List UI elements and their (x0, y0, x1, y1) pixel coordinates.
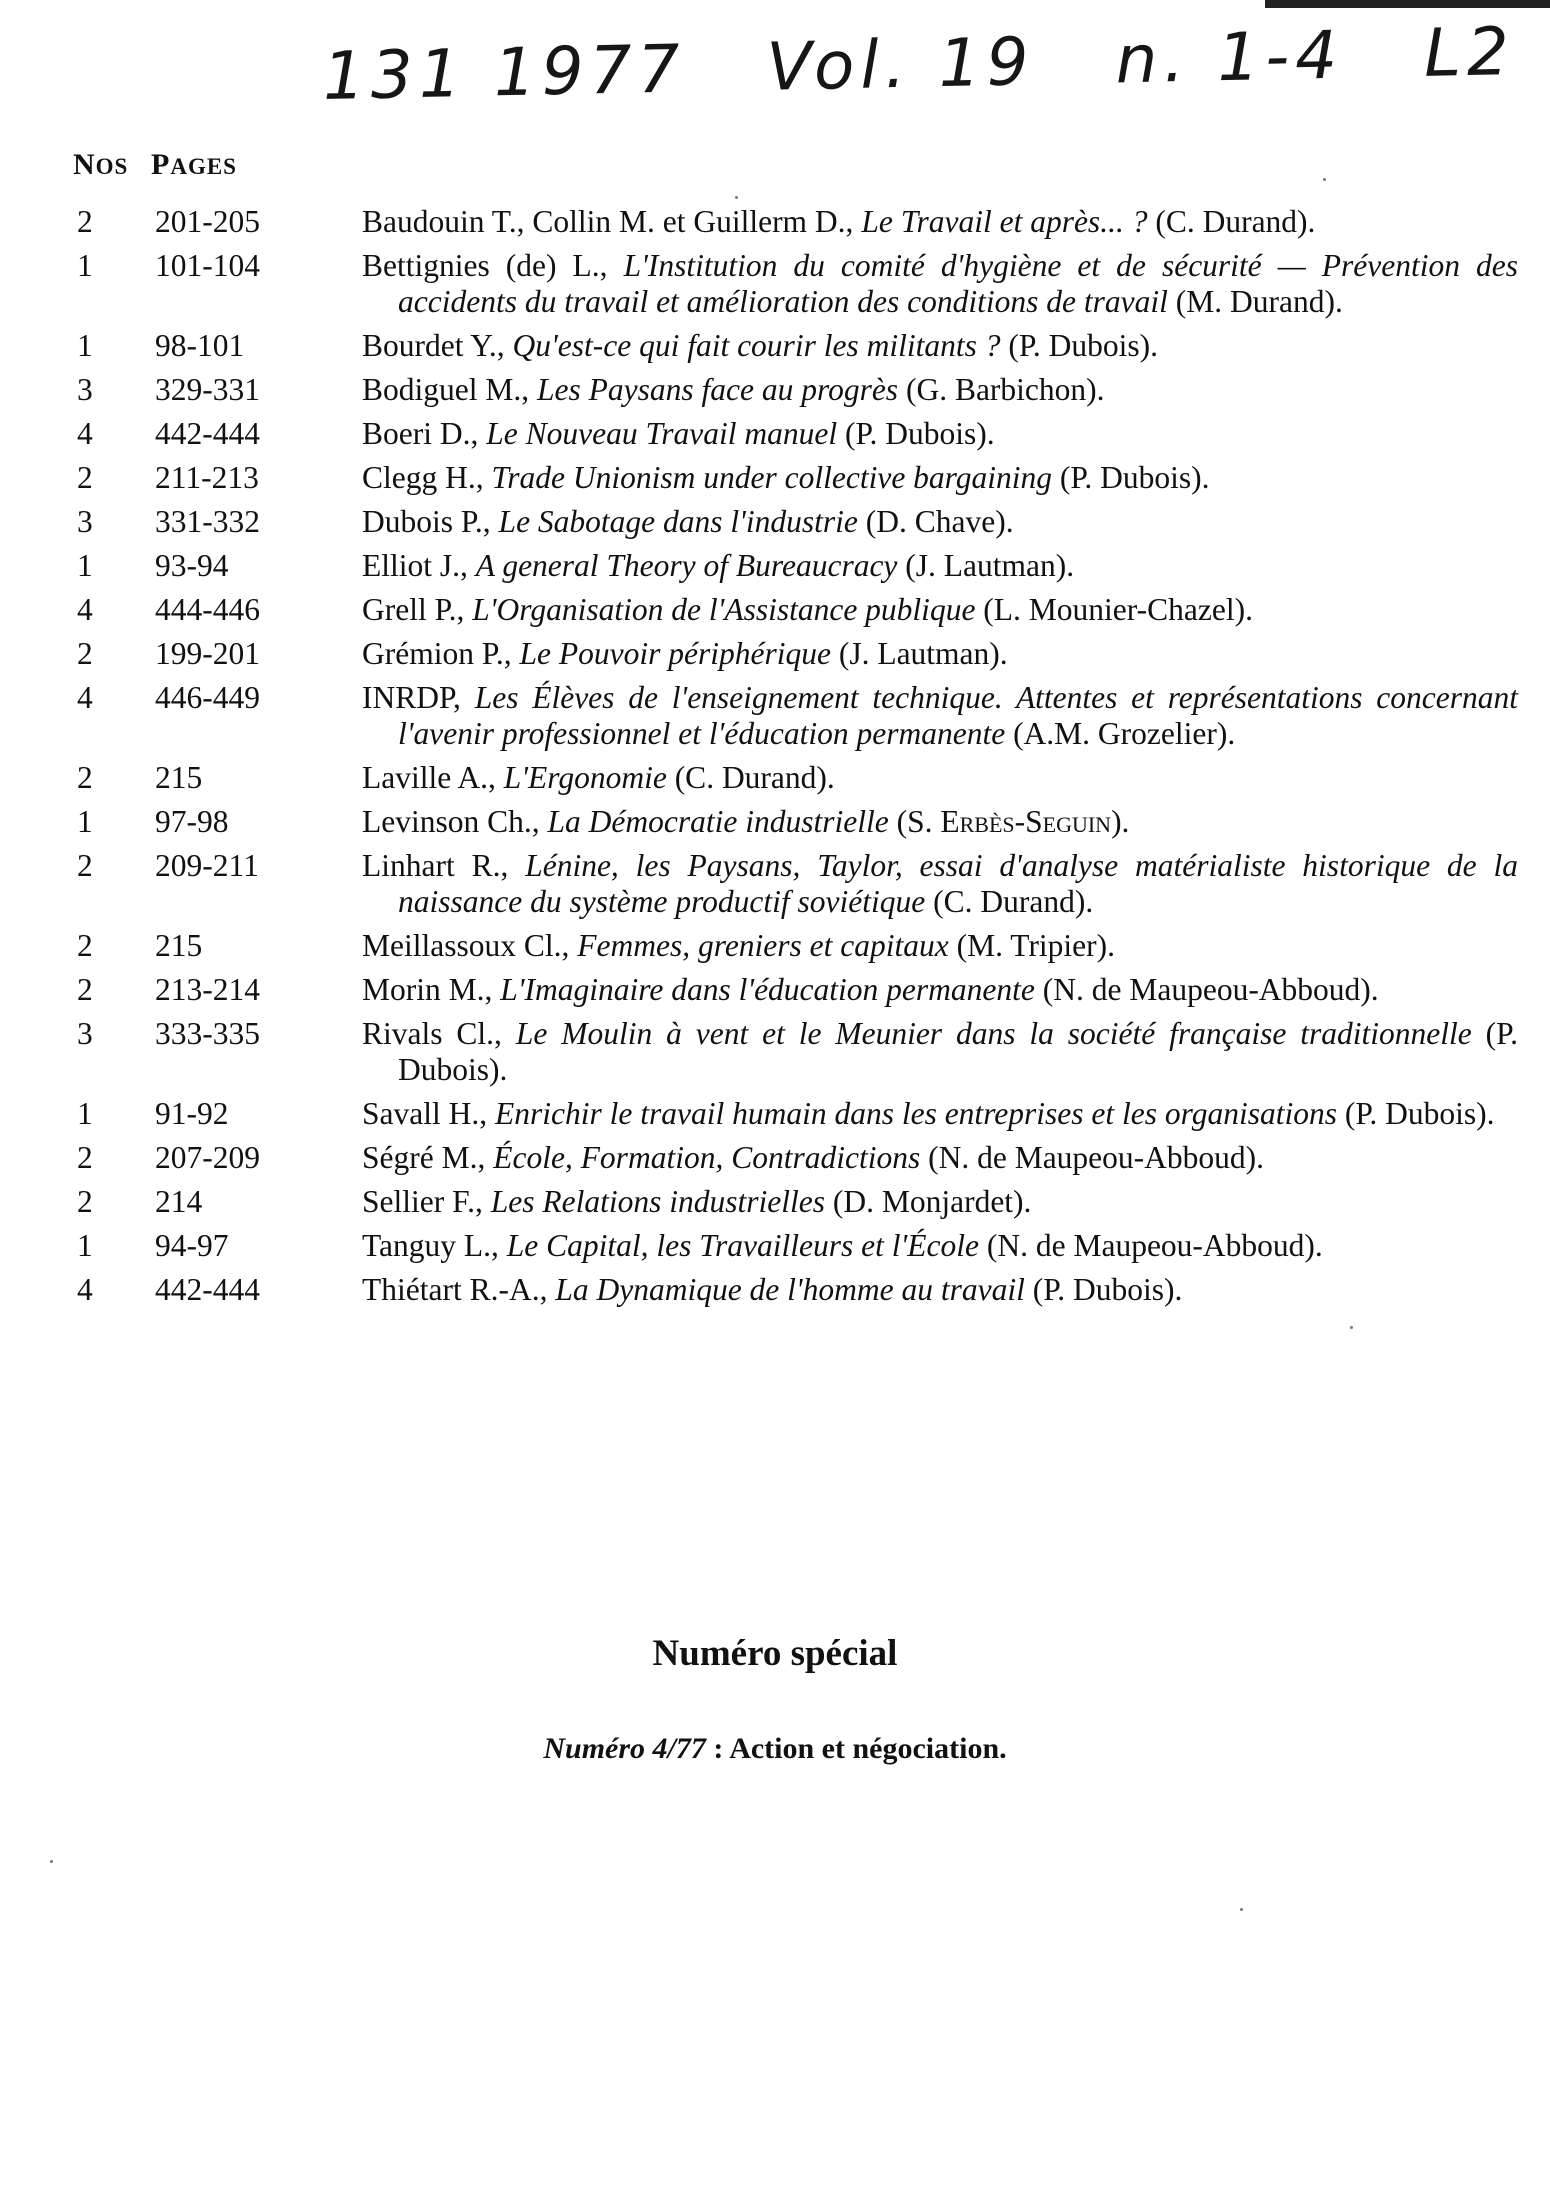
entry-author: Rivals Cl., (362, 1016, 516, 1051)
entry-author: Tanguy L., (362, 1228, 507, 1263)
entry-author: Levinson Ch., (362, 804, 548, 839)
entry-citation (362, 1140, 1518, 1176)
entry-author: Bourdet Y., (362, 328, 513, 363)
page-range: 97-98 (155, 804, 229, 839)
page-range: 446-449 (155, 680, 260, 715)
page-range: 329-331 (155, 372, 260, 407)
list-item (0, 1272, 1550, 1308)
issue-number: 4 (77, 1272, 93, 1307)
review-index-list (0, 204, 1550, 1316)
list-item (0, 248, 1550, 320)
entry-reviewer: (A.M. Grozelier). (1005, 716, 1236, 751)
entry-reviewer: (P. Dubois). (398, 1016, 1518, 1087)
page-range: 442-444 (155, 416, 260, 451)
entry-reviewer: (C. Durand). (666, 760, 835, 795)
page-range: 98-101 (155, 328, 245, 363)
entry-reviewer: (M. Durand). (1167, 284, 1343, 319)
page-range: 442-444 (155, 1272, 260, 1307)
list-item (0, 804, 1550, 840)
handwritten-call-number: 131 1977 (322, 30, 687, 115)
list-item (0, 848, 1550, 920)
page-range: 199-201 (155, 636, 260, 671)
page-range: 209-211 (155, 848, 259, 883)
entry-title: A general Theory of Bureaucracy (475, 548, 898, 583)
list-item (0, 1140, 1550, 1176)
page-range: 94-97 (155, 1228, 229, 1263)
entry-citation (362, 1096, 1518, 1132)
entry-title: Les Relations industrielles (490, 1184, 825, 1219)
entry-reviewer: (D. Monjardet). (824, 1184, 1032, 1219)
top-edge-mark (1265, 0, 1550, 8)
entry-title: Lénine, les Paysans, Taylor, essai d'analyse matérialiste historique de la naissance du système productif soviétique (398, 848, 1518, 919)
list-item (0, 760, 1550, 796)
entry-author: Thiétart R.-A., (362, 1272, 556, 1307)
page-range: 211-213 (155, 460, 259, 495)
entry-title: Le Capital, les Travailleurs et l'École (506, 1228, 979, 1263)
list-item (0, 548, 1550, 584)
entry-reviewer: (P. Dubois). (1336, 1096, 1495, 1131)
entry-reviewer: (P. Dubois). (837, 416, 995, 451)
issue-number: 1 (77, 1228, 93, 1263)
entry-reviewer: (P. Dubois). (1000, 328, 1158, 363)
issue-number: 2 (77, 636, 93, 671)
list-item (0, 460, 1550, 496)
entry-reviewer: (J. Lautman). (830, 636, 1008, 671)
entry-citation (362, 1228, 1518, 1264)
issue-number: 3 (77, 372, 93, 407)
issue-number: 2 (77, 460, 93, 495)
entry-citation (362, 416, 1518, 452)
issue-number: 2 (77, 848, 93, 883)
entry-reviewer: (C. Durand). (1147, 204, 1316, 239)
issue-number: 4 (77, 416, 93, 451)
list-item (0, 972, 1550, 1008)
page-range: 201-205 (155, 204, 260, 239)
entry-title: Le Pouvoir périphérique (519, 636, 831, 671)
issue-number: 2 (77, 928, 93, 963)
special-issue-line (0, 1732, 1550, 1766)
entry-author: Elliot J., (362, 548, 476, 583)
entry-title: Le Moulin à vent et le Meunier dans la société française traditionnelle (515, 1016, 1472, 1051)
entry-author: Boeri D., (362, 416, 487, 451)
issue-number: 1 (77, 804, 93, 839)
list-item (0, 1184, 1550, 1220)
entry-title: L'Imaginaire dans l'éducation permanente (500, 972, 1035, 1007)
entry-title: Le Sabotage dans l'industrie (498, 504, 858, 539)
page-range: 333-335 (155, 1016, 260, 1051)
entry-author: Morin M., (362, 972, 501, 1007)
entry-reviewer: (P. Dubois). (1052, 460, 1210, 495)
entry-reviewer: (M. Tripier). (948, 928, 1116, 963)
entry-citation (362, 460, 1518, 496)
issue-number: 1 (77, 328, 93, 363)
entry-reviewer: (L. Mounier-Chazel). (975, 592, 1253, 627)
page-range: 444-446 (155, 592, 260, 627)
list-item (0, 416, 1550, 452)
entry-reviewer: (D. Chave). (857, 504, 1014, 539)
special-issue-number: Numéro 4/77 (543, 1732, 706, 1765)
entry-citation (362, 504, 1518, 540)
entry-citation (362, 1184, 1518, 1220)
entry-reviewer: (N. de Maupeou-Abboud). (978, 1228, 1323, 1263)
entry-author: Meillassoux Cl., (362, 928, 578, 963)
entry-citation (362, 372, 1518, 408)
entry-author: Grell P., (362, 592, 473, 627)
entry-title: Les Paysans face au progrès (537, 372, 899, 407)
entry-author: Ségré M., (362, 1140, 494, 1175)
issue-number: 2 (77, 1140, 93, 1175)
page-range: 101-104 (155, 248, 260, 283)
list-item (0, 1096, 1550, 1132)
paper-speck (50, 1860, 53, 1863)
entry-citation (362, 972, 1518, 1008)
paper-speck (1240, 1908, 1243, 1911)
header-nos: NOS (73, 148, 129, 181)
entry-author: Linhart R., (362, 848, 526, 883)
issue-number: 4 (77, 592, 93, 627)
entry-title: École, Formation, Contradictions (493, 1140, 921, 1175)
page-range: 215 (155, 760, 203, 795)
entry-author: Grémion P., (362, 636, 520, 671)
entry-author: Sellier F., (362, 1184, 491, 1219)
special-issue-subject: : Action et négociation. (705, 1732, 1007, 1765)
issue-number: 2 (77, 972, 93, 1007)
issue-number: 2 (77, 204, 93, 239)
issue-number: 1 (77, 548, 93, 583)
list-item (0, 372, 1550, 408)
list-item (0, 1016, 1550, 1088)
entry-citation (362, 636, 1518, 672)
entry-title: L'Institution du comité d'hygiène et de sécurité — Prévention des accidents du travail et amélioration des conditions de travail (398, 248, 1518, 319)
issue-number: 4 (77, 680, 93, 715)
entry-reviewer: (S. (888, 804, 941, 839)
entry-citation (362, 760, 1518, 796)
entry-title: Qu'est-ce qui fait courir les militants ? (512, 328, 1001, 363)
paper-speck (735, 196, 738, 199)
entry-citation (362, 928, 1518, 964)
entry-title: Le Nouveau Travail manuel (486, 416, 838, 451)
paper-speck (1350, 1326, 1353, 1329)
page-range: 93-94 (155, 548, 229, 583)
entry-citation (362, 548, 1518, 584)
entry-author: Laville A., (362, 760, 504, 795)
entry-author: INRDP, (362, 680, 475, 715)
list-item (0, 328, 1550, 364)
list-item (0, 504, 1550, 540)
header-pages: PAGES (151, 148, 237, 181)
entry-title: Femmes, greniers et capitaux (577, 928, 949, 963)
issue-number: 1 (77, 1096, 93, 1131)
handwritten-volume: Vol. 19 (765, 23, 1036, 106)
entry-title: L'Ergonomie (503, 760, 667, 795)
paper-speck (1323, 178, 1326, 181)
entry-author: Baudouin T., Collin M. et Guillerm D., (362, 204, 862, 239)
entry-citation (362, 592, 1518, 628)
entry-author: Bettignies (de) L., (362, 248, 624, 283)
entry-title: L'Organisation de l'Assistance publique (472, 592, 976, 627)
entry-reviewer-end: ). (1111, 804, 1130, 839)
entry-title: La Dynamique de l'homme au travail (555, 1272, 1025, 1307)
list-item (0, 636, 1550, 672)
entry-citation (362, 1272, 1518, 1308)
issue-number: 3 (77, 1016, 93, 1051)
page-range: 215 (155, 928, 203, 963)
list-item (0, 1228, 1550, 1264)
special-issue-heading: Numéro spécial (652, 1633, 898, 1674)
entry-citation (362, 848, 1518, 920)
entry-title: La Démocratie industrielle (547, 804, 889, 839)
entry-title: Enrichir le travail humain dans les entreprises et les organisations (494, 1096, 1337, 1131)
issue-number: 1 (77, 248, 93, 283)
page-range: 213-214 (155, 972, 260, 1007)
issue-number: 3 (77, 504, 93, 539)
entry-author: Clegg H., (362, 460, 492, 495)
list-item (0, 592, 1550, 628)
entry-title: Le Travail et après... ? (861, 204, 1148, 239)
entry-reviewer: (J. Lautman). (897, 548, 1075, 583)
entry-reviewer: (C. Durand). (925, 884, 1094, 919)
entry-reviewer: (N. de Maupeou-Abboud). (1034, 972, 1379, 1007)
list-item (0, 680, 1550, 752)
entry-reviewer: (G. Barbichon). (898, 372, 1105, 407)
entry-author: Dubois P., (362, 504, 499, 539)
handwritten-annotation (322, 12, 1550, 115)
page-range: 214 (155, 1184, 203, 1219)
issue-number: 2 (77, 1184, 93, 1219)
issue-number: 2 (77, 760, 93, 795)
entry-title: Trade Unionism under collective bargaining (491, 460, 1053, 495)
list-item (0, 928, 1550, 964)
entry-author: Bodiguel M., (362, 372, 538, 407)
entry-citation (362, 204, 1518, 240)
page-range: 331-332 (155, 504, 260, 539)
entry-title: Les Élèves de l'enseignement technique. Attentes et représentations concernant l'avenir professionnel et l'éducation permanente (398, 680, 1518, 751)
entry-citation (362, 680, 1518, 752)
page-range: 207-209 (155, 1140, 260, 1175)
handwritten-shelf: L2 (1423, 13, 1516, 92)
entry-citation (362, 248, 1518, 320)
entry-reviewer: (P. Dubois). (1024, 1272, 1183, 1307)
entry-reviewer-name: Erbès-Seguin (940, 804, 1112, 839)
entry-author: Savall H., (362, 1096, 495, 1131)
entry-citation (362, 1016, 1518, 1088)
list-item (0, 204, 1550, 240)
entry-reviewer: (N. de Maupeou-Abboud). (920, 1140, 1265, 1175)
entry-citation (362, 328, 1518, 364)
page-range: 91-92 (155, 1096, 229, 1131)
handwritten-issues: n. 1-4 (1114, 16, 1344, 99)
entry-citation (362, 804, 1518, 840)
